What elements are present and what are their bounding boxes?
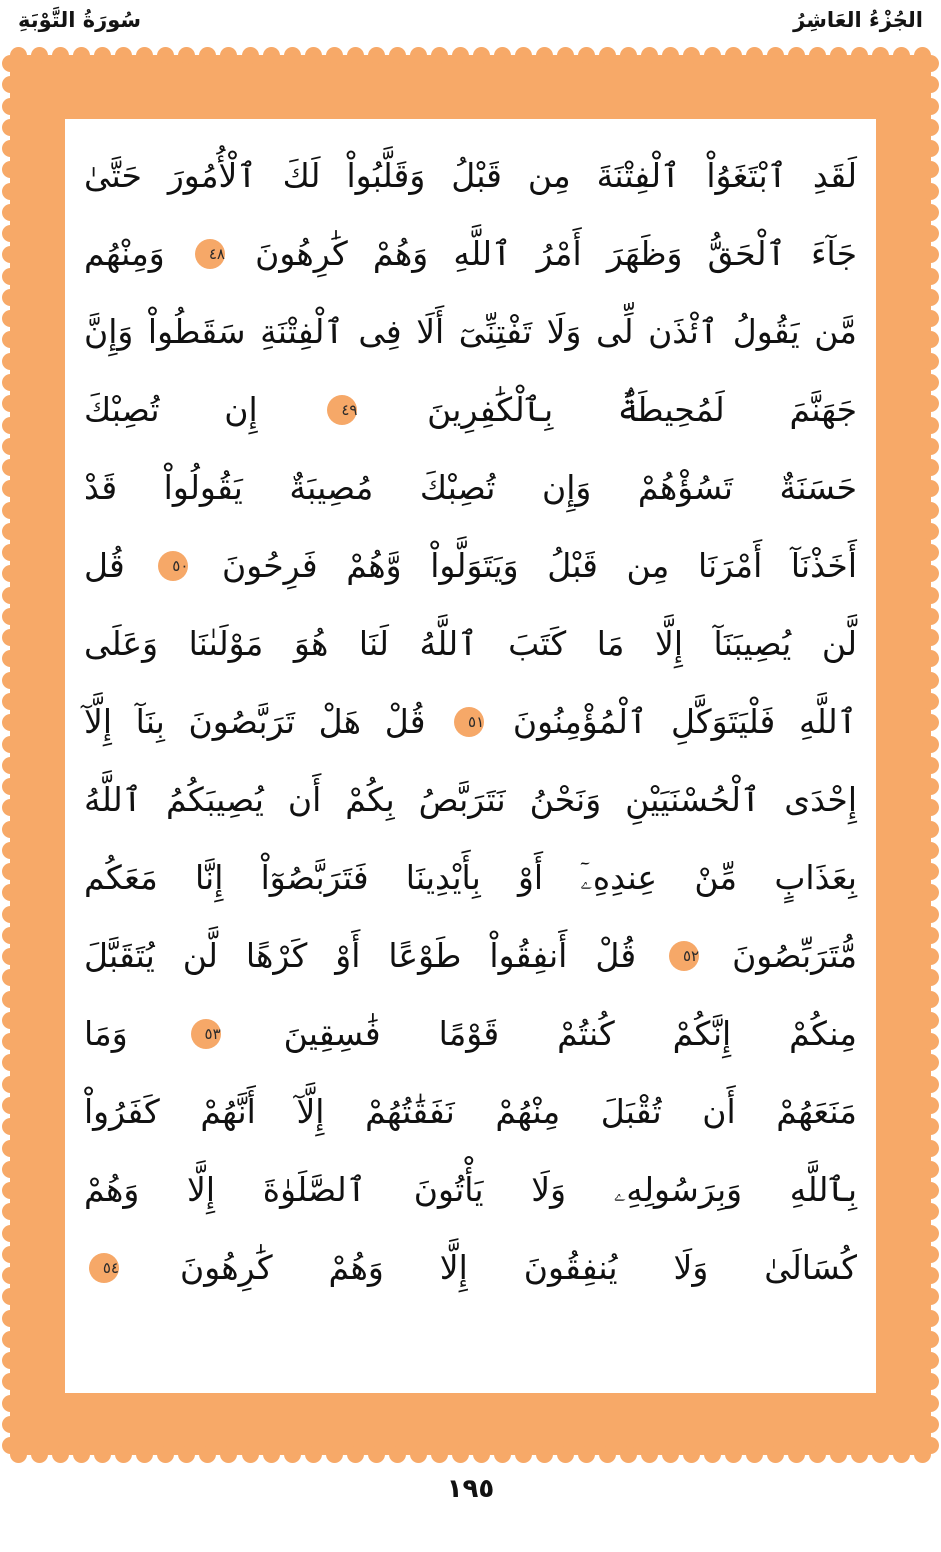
aya-number-marker: ٥١ xyxy=(454,707,484,737)
frame-scallop-bump xyxy=(922,1246,939,1263)
frame-scallop-bump xyxy=(2,268,19,285)
frame-scallop-bump xyxy=(452,47,469,64)
frame-scallop-bump xyxy=(2,310,19,327)
frame-scallop-bump xyxy=(922,1416,939,1433)
frame-scallop-bump xyxy=(94,1446,111,1463)
quran-text-run: جَآءَ ٱلْحَقُّ وَظَهَرَ أَمْرُ ٱللَّهِ وَهُمْ كَٰرِهُونَ xyxy=(229,234,858,273)
frame-scallop-bump xyxy=(2,1331,19,1348)
frame-scallop-bump xyxy=(2,183,19,200)
frame-scallop-bump xyxy=(830,1446,847,1463)
frame-scallop-bump xyxy=(914,1446,931,1463)
frame-scallop-bump xyxy=(922,969,939,986)
frame-scallop-bump xyxy=(620,47,637,64)
frame-scallop-bump xyxy=(922,608,939,625)
frame-scallop-bump xyxy=(922,98,939,115)
frame-scallop-bump xyxy=(284,1446,301,1463)
quran-line xyxy=(84,1073,857,1151)
quran-text-run: قُلْ هَلْ تَرَبَّصُونَ بِنَآ إِلَّآ xyxy=(84,702,450,741)
quran-line xyxy=(84,995,857,1073)
frame-scallop-bump xyxy=(494,47,511,64)
aya-number-marker: ٥٢ xyxy=(669,941,699,971)
frame-scallop-bump xyxy=(2,55,19,72)
frame-scallop-bump xyxy=(922,1182,939,1199)
frame-scallop-bump xyxy=(599,47,616,64)
frame-scallop-bump xyxy=(242,47,259,64)
frame-scallop-bump xyxy=(2,1203,19,1220)
frame-scallop-bump xyxy=(922,565,939,582)
frame-scallop-bump xyxy=(2,948,19,965)
frame-scallop-bump xyxy=(10,1446,27,1463)
decorative-frame xyxy=(10,55,931,1455)
frame-scallop-bump xyxy=(683,1446,700,1463)
frame-scallop-bump xyxy=(2,1373,19,1390)
quran-line xyxy=(84,137,857,215)
frame-scallop-bump xyxy=(922,1267,939,1284)
frame-scallop-bump xyxy=(431,1446,448,1463)
frame-scallop-bump xyxy=(922,331,939,348)
frame-scallop-bump xyxy=(326,47,343,64)
frame-scallop-bump xyxy=(452,1446,469,1463)
frame-scallop-bump xyxy=(922,310,939,327)
frame-scallop-bump xyxy=(922,289,939,306)
frame-scallop-bump xyxy=(922,438,939,455)
frame-scallop-bump xyxy=(2,799,19,816)
frame-scallop-bump xyxy=(136,1446,153,1463)
frame-scallop-bump xyxy=(922,140,939,157)
quran-line xyxy=(84,371,857,449)
frame-scallop-bump xyxy=(2,1352,19,1369)
frame-scallop-bump xyxy=(368,1446,385,1463)
frame-scallop-bump xyxy=(922,1118,939,1135)
frame-scallop-bump xyxy=(94,47,111,64)
frame-scallop-bump xyxy=(73,47,90,64)
quran-text-run: ٱللَّهِ فَلْيَتَوَكَّلِ ٱلْمُؤْمِنُونَ xyxy=(489,702,857,741)
quran-line xyxy=(84,293,857,371)
frame-scallop-bump xyxy=(893,1446,910,1463)
frame-scallop-bump xyxy=(809,1446,826,1463)
frame-scallop-bump xyxy=(2,736,19,753)
frame-scallop-bump xyxy=(326,1446,343,1463)
quran-line xyxy=(84,215,857,293)
juz-label: الجُزْءُ العَاشِرُ xyxy=(793,8,923,32)
frame-scallop-bump xyxy=(922,906,939,923)
frame-scallop-bump xyxy=(922,480,939,497)
frame-scallop-bump xyxy=(2,863,19,880)
frame-scallop-bump xyxy=(115,1446,132,1463)
frame-scallop-bump xyxy=(809,47,826,64)
frame-scallop-bump xyxy=(220,47,237,64)
frame-scallop-bump xyxy=(515,1446,532,1463)
frame-scallop-bump xyxy=(2,1118,19,1135)
frame-scallop-bump xyxy=(389,47,406,64)
frame-scallop-bump xyxy=(178,47,195,64)
quran-text-run: بِٱللَّهِ وَبِرَسُولِهِۦ وَلَا يَأْتُونَ ٱلصَّلَوٰةَ إِلَّا وَهُمْ xyxy=(84,1170,857,1209)
frame-scallop-bump xyxy=(157,1446,174,1463)
frame-scallop-bump xyxy=(2,204,19,221)
frame-scallop-bump xyxy=(557,1446,574,1463)
frame-scallop-bump xyxy=(767,47,784,64)
frame-scallop-bump xyxy=(872,47,889,64)
frame-scallop-bump xyxy=(922,183,939,200)
frame-scallop-bump xyxy=(536,1446,553,1463)
quran-text-block xyxy=(72,127,869,1385)
frame-scallop-bump xyxy=(2,1437,19,1454)
frame-scallop-bump xyxy=(922,650,939,667)
frame-scallop-bump xyxy=(31,47,48,64)
frame-scallop-bump xyxy=(2,98,19,115)
frame-scallop-bump xyxy=(73,1446,90,1463)
frame-scallop-bump xyxy=(922,842,939,859)
frame-scallop-bump xyxy=(767,1446,784,1463)
frame-scallop-bump xyxy=(2,1182,19,1199)
frame-scallop-bump xyxy=(347,47,364,64)
frame-scallop-bump xyxy=(2,587,19,604)
frame-scallop-bump xyxy=(922,821,939,838)
frame-scallop-bump xyxy=(922,1054,939,1071)
frame-scallop-bump xyxy=(199,47,216,64)
frame-scallop-bump xyxy=(922,119,939,136)
frame-scallop-right xyxy=(922,55,939,1455)
frame-scallop-bump xyxy=(683,47,700,64)
page-header xyxy=(0,8,941,48)
frame-scallop-bump xyxy=(2,1267,19,1284)
frame-scallop-bump xyxy=(922,246,939,263)
frame-scallop-bump xyxy=(2,714,19,731)
frame-scallop-bump xyxy=(2,395,19,412)
frame-scallop-bump xyxy=(199,1446,216,1463)
frame-scallop-bump xyxy=(2,1161,19,1178)
frame-scallop-bump xyxy=(599,1446,616,1463)
frame-scallop-bump xyxy=(2,1416,19,1433)
frame-scallop-bump xyxy=(922,1352,939,1369)
frame-scallop-bump xyxy=(52,47,69,64)
frame-scallop-bump xyxy=(305,47,322,64)
quran-text-run: حَسَنَةٌ تَسُؤْهُمْ وَإِن تُصِبْكَ مُصِيبَةٌ يَقُولُواْ قَدْ xyxy=(84,468,857,507)
quran-line xyxy=(84,1229,857,1307)
aya-number-marker: ٤٨ xyxy=(195,239,225,269)
frame-scallop-bump xyxy=(922,693,939,710)
frame-scallop-bump xyxy=(31,1446,48,1463)
quran-text-run: إِن تُصِبْكَ xyxy=(84,390,323,429)
frame-scallop-bump xyxy=(431,47,448,64)
frame-scallop-bump xyxy=(284,47,301,64)
frame-scallop-bump xyxy=(922,863,939,880)
frame-scallop-bump xyxy=(2,161,19,178)
frame-scallop-top xyxy=(10,47,931,64)
frame-scallop-bump xyxy=(788,47,805,64)
frame-scallop-bump xyxy=(746,1446,763,1463)
frame-scallop-bump xyxy=(157,47,174,64)
frame-scallop-bump xyxy=(2,140,19,157)
frame-scallop-bump xyxy=(2,991,19,1008)
frame-scallop-bump xyxy=(2,650,19,667)
frame-scallop-bump xyxy=(922,544,939,561)
frame-scallop-bump xyxy=(10,47,27,64)
frame-scallop-bump xyxy=(851,47,868,64)
frame-scallop-bump xyxy=(263,47,280,64)
frame-scallop-bump xyxy=(922,1161,939,1178)
frame-scallop-bump xyxy=(922,884,939,901)
frame-scallop-bump xyxy=(2,1097,19,1114)
frame-scallop-bump xyxy=(922,395,939,412)
frame-scallop-bump xyxy=(2,289,19,306)
frame-scallop-bump xyxy=(2,1012,19,1029)
frame-scallop-bump xyxy=(704,47,721,64)
frame-scallop-bump xyxy=(2,693,19,710)
frame-scallop-bump xyxy=(872,1446,889,1463)
frame-scallop-bump xyxy=(2,246,19,263)
frame-scallop-bump xyxy=(922,353,939,370)
surah-label: سُورَةُ التَّوْبَةِ xyxy=(18,8,142,32)
frame-scallop-bump xyxy=(2,906,19,923)
frame-scallop-bump xyxy=(922,502,939,519)
frame-scallop-bump xyxy=(914,47,931,64)
frame-scallop-bump xyxy=(922,991,939,1008)
frame-scallop-bump xyxy=(922,1140,939,1157)
frame-scallop-left xyxy=(2,55,19,1455)
frame-scallop-bump xyxy=(2,1395,19,1412)
frame-scallop-bump xyxy=(2,225,19,242)
quran-line xyxy=(84,761,857,839)
frame-scallop-bump xyxy=(389,1446,406,1463)
frame-scallop-bump xyxy=(2,672,19,689)
frame-scallop-bump xyxy=(922,523,939,540)
frame-scallop-bump xyxy=(922,714,939,731)
quran-text-run: قُلْ أَنفِقُواْ طَوْعًا أَوْ كَرْهًا لَّن يُتَقَبَّلَ xyxy=(84,936,665,975)
frame-scallop-bump xyxy=(305,1446,322,1463)
quran-text-run: بِعَذَابٍ مِّنْ عِندِهِۦٓ أَوْ بِأَيْدِينَا فَتَرَبَّصُوٓاْ إِنَّا مَعَكُم xyxy=(84,858,857,897)
frame-scallop-bump xyxy=(922,459,939,476)
aya-number-marker: ٥٤ xyxy=(89,1253,119,1283)
frame-scallop-bump xyxy=(368,47,385,64)
frame-scallop-bump xyxy=(2,608,19,625)
frame-scallop-bump xyxy=(2,1246,19,1263)
quran-text-run: إِحْدَى ٱلْحُسْنَيَيْنِ وَنَحْنُ نَتَرَبَّصُ بِكُمْ أَن يُصِيبَكُمُ ٱللَّهُ xyxy=(84,780,857,819)
frame-scallop-bump xyxy=(725,1446,742,1463)
frame-scallop-bump xyxy=(922,161,939,178)
frame-scallop-bump xyxy=(2,1225,19,1242)
quran-text-run: جَهَنَّمَ لَمُحِيطَةٌۢ بِٱلْكَٰفِرِينَ xyxy=(362,390,857,429)
frame-scallop-bump xyxy=(922,778,939,795)
quran-text-run: وَمِنْهُم xyxy=(84,234,190,273)
frame-scallop-bump xyxy=(725,47,742,64)
frame-scallop-bump xyxy=(641,1446,658,1463)
frame-scallop-bump xyxy=(2,459,19,476)
quran-text-run: وَمَا xyxy=(84,1014,186,1053)
quran-line xyxy=(84,917,857,995)
aya-number-marker: ٥٣ xyxy=(191,1019,221,1049)
quran-line xyxy=(84,839,857,917)
frame-scallop-bump xyxy=(347,1446,364,1463)
frame-scallop-bump xyxy=(922,76,939,93)
frame-scallop-bump xyxy=(922,374,939,391)
frame-scallop-bump xyxy=(893,47,910,64)
frame-scallop-bump xyxy=(410,47,427,64)
frame-scallop-bump xyxy=(2,842,19,859)
frame-scallop-bump xyxy=(2,1140,19,1157)
frame-scallop-bump xyxy=(922,736,939,753)
quran-line xyxy=(84,1151,857,1229)
frame-scallop-bump xyxy=(2,76,19,93)
frame-scallop-bump xyxy=(922,927,939,944)
frame-scallop-bump xyxy=(704,1446,721,1463)
quran-text-run: لَّن يُصِيبَنَآ إِلَّا مَا كَتَبَ ٱللَّهُ لَنَا هُوَ مَوْلَىٰنَا وَعَلَى xyxy=(84,624,857,663)
aya-number-marker: ٤٩ xyxy=(327,395,357,425)
frame-scallop-bump xyxy=(2,629,19,646)
frame-scallop-bump xyxy=(922,1097,939,1114)
frame-scallop-bump xyxy=(851,1446,868,1463)
frame-scallop-bump xyxy=(2,119,19,136)
frame-scallop-bump xyxy=(2,927,19,944)
frame-scallop-bump xyxy=(2,1076,19,1093)
frame-scallop-bump xyxy=(2,438,19,455)
frame-scallop-bump xyxy=(2,1054,19,1071)
frame-scallop-bump xyxy=(473,1446,490,1463)
frame-scallop-bump xyxy=(2,480,19,497)
frame-scallop-bump xyxy=(922,204,939,221)
frame-scallop-bump xyxy=(2,1288,19,1305)
frame-scallop-bump xyxy=(922,672,939,689)
frame-scallop-bump xyxy=(536,47,553,64)
frame-scallop-bump xyxy=(2,353,19,370)
frame-scallop-bump xyxy=(178,1446,195,1463)
frame-scallop-bump xyxy=(641,47,658,64)
frame-scallop-bump xyxy=(2,757,19,774)
frame-scallop-bump xyxy=(515,47,532,64)
frame-scallop-bump xyxy=(2,523,19,540)
frame-scallop-bump xyxy=(922,1395,939,1412)
frame-scallop-bump xyxy=(922,1033,939,1050)
frame-scallop-bump xyxy=(662,1446,679,1463)
frame-scallop-bump xyxy=(922,1076,939,1093)
frame-scallop-bump xyxy=(2,331,19,348)
quran-line xyxy=(84,605,857,683)
frame-scallop-bump xyxy=(922,1437,939,1454)
frame-scallop-bump xyxy=(922,1373,939,1390)
quran-text-run: مَّن يَقُولُ ٱئْذَن لِّى وَلَا تَفْتِنِّىٓ أَلَا فِى ٱلْفِتْنَةِ سَقَطُواْ وَإِنَّ xyxy=(84,312,857,351)
frame-scallop-bump xyxy=(922,55,939,72)
frame-scallop-bump xyxy=(2,821,19,838)
frame-scallop-bump xyxy=(922,1203,939,1220)
frame-scallop-bump xyxy=(788,1446,805,1463)
frame-scallop-bump xyxy=(557,47,574,64)
frame-scallop-bump xyxy=(52,1446,69,1463)
frame-scallop-bottom xyxy=(10,1446,931,1463)
frame-scallop-bump xyxy=(2,1033,19,1050)
frame-scallop-bump xyxy=(922,629,939,646)
frame-scallop-bump xyxy=(922,417,939,434)
frame-scallop-bump xyxy=(2,417,19,434)
quran-text-run: مَنَعَهُمْ أَن تُقْبَلَ مِنْهُمْ نَفَقَٰتُهُمْ إِلَّآ أَنَّهُمْ كَفَرُواْ xyxy=(84,1092,857,1131)
frame-scallop-bump xyxy=(578,47,595,64)
frame-scallop-bump xyxy=(922,799,939,816)
frame-scallop-bump xyxy=(2,502,19,519)
frame-scallop-bump xyxy=(922,587,939,604)
quran-text-run: مُّتَرَبِّصُونَ xyxy=(704,936,857,975)
frame-scallop-bump xyxy=(830,47,847,64)
frame-scallop-bump xyxy=(922,1225,939,1242)
aya-number-marker: ٥٠ xyxy=(158,551,188,581)
frame-scallop-bump xyxy=(2,374,19,391)
frame-scallop-bump xyxy=(473,47,490,64)
frame-scallop-bump xyxy=(922,948,939,965)
quran-line xyxy=(84,527,857,605)
frame-scallop-bump xyxy=(242,1446,259,1463)
frame-scallop-bump xyxy=(922,268,939,285)
frame-scallop-bump xyxy=(662,47,679,64)
quran-text-run: مِنكُمْ إِنَّكُمْ كُنتُمْ قَوْمًا فَٰسِقِينَ xyxy=(225,1014,857,1053)
frame-scallop-bump xyxy=(220,1446,237,1463)
frame-scallop-bump xyxy=(136,47,153,64)
frame-scallop-bump xyxy=(2,1310,19,1327)
quran-text-run: قُل xyxy=(84,546,154,585)
frame-scallop-bump xyxy=(263,1446,280,1463)
frame-scallop-bump xyxy=(2,969,19,986)
frame-scallop-bump xyxy=(410,1446,427,1463)
page-number: ١٩٥ xyxy=(446,1474,495,1504)
frame-scallop-bump xyxy=(922,1331,939,1348)
frame-scallop-bump xyxy=(494,1446,511,1463)
frame-scallop-bump xyxy=(2,884,19,901)
frame-scallop-bump xyxy=(922,1288,939,1305)
frame-scallop-bump xyxy=(578,1446,595,1463)
frame-scallop-bump xyxy=(2,778,19,795)
quran-text-run: كُسَالَىٰ وَلَا يُنفِقُونَ إِلَّا وَهُمْ كَٰرِهُونَ xyxy=(124,1248,857,1287)
frame-scallop-bump xyxy=(922,1012,939,1029)
frame-scallop-bump xyxy=(922,757,939,774)
quran-text-run: لَقَدِ ٱبْتَغَوُاْ ٱلْفِتْنَةَ مِن قَبْلُ وَقَلَّبُواْ لَكَ ٱلْأُمُورَ حَتَّىٰ xyxy=(84,156,857,195)
quran-text-run: أَخَذْنَآ أَمْرَنَا مِن قَبْلُ وَيَتَوَلَّواْ وَّهُمْ فَرِحُونَ xyxy=(193,546,857,585)
frame-scallop-bump xyxy=(922,225,939,242)
frame-scallop-bump xyxy=(2,544,19,561)
quran-line xyxy=(84,449,857,527)
frame-scallop-bump xyxy=(620,1446,637,1463)
frame-scallop-bump xyxy=(922,1310,939,1327)
frame-scallop-bump xyxy=(746,47,763,64)
frame-scallop-bump xyxy=(2,565,19,582)
quran-line xyxy=(84,683,857,761)
frame-scallop-bump xyxy=(115,47,132,64)
